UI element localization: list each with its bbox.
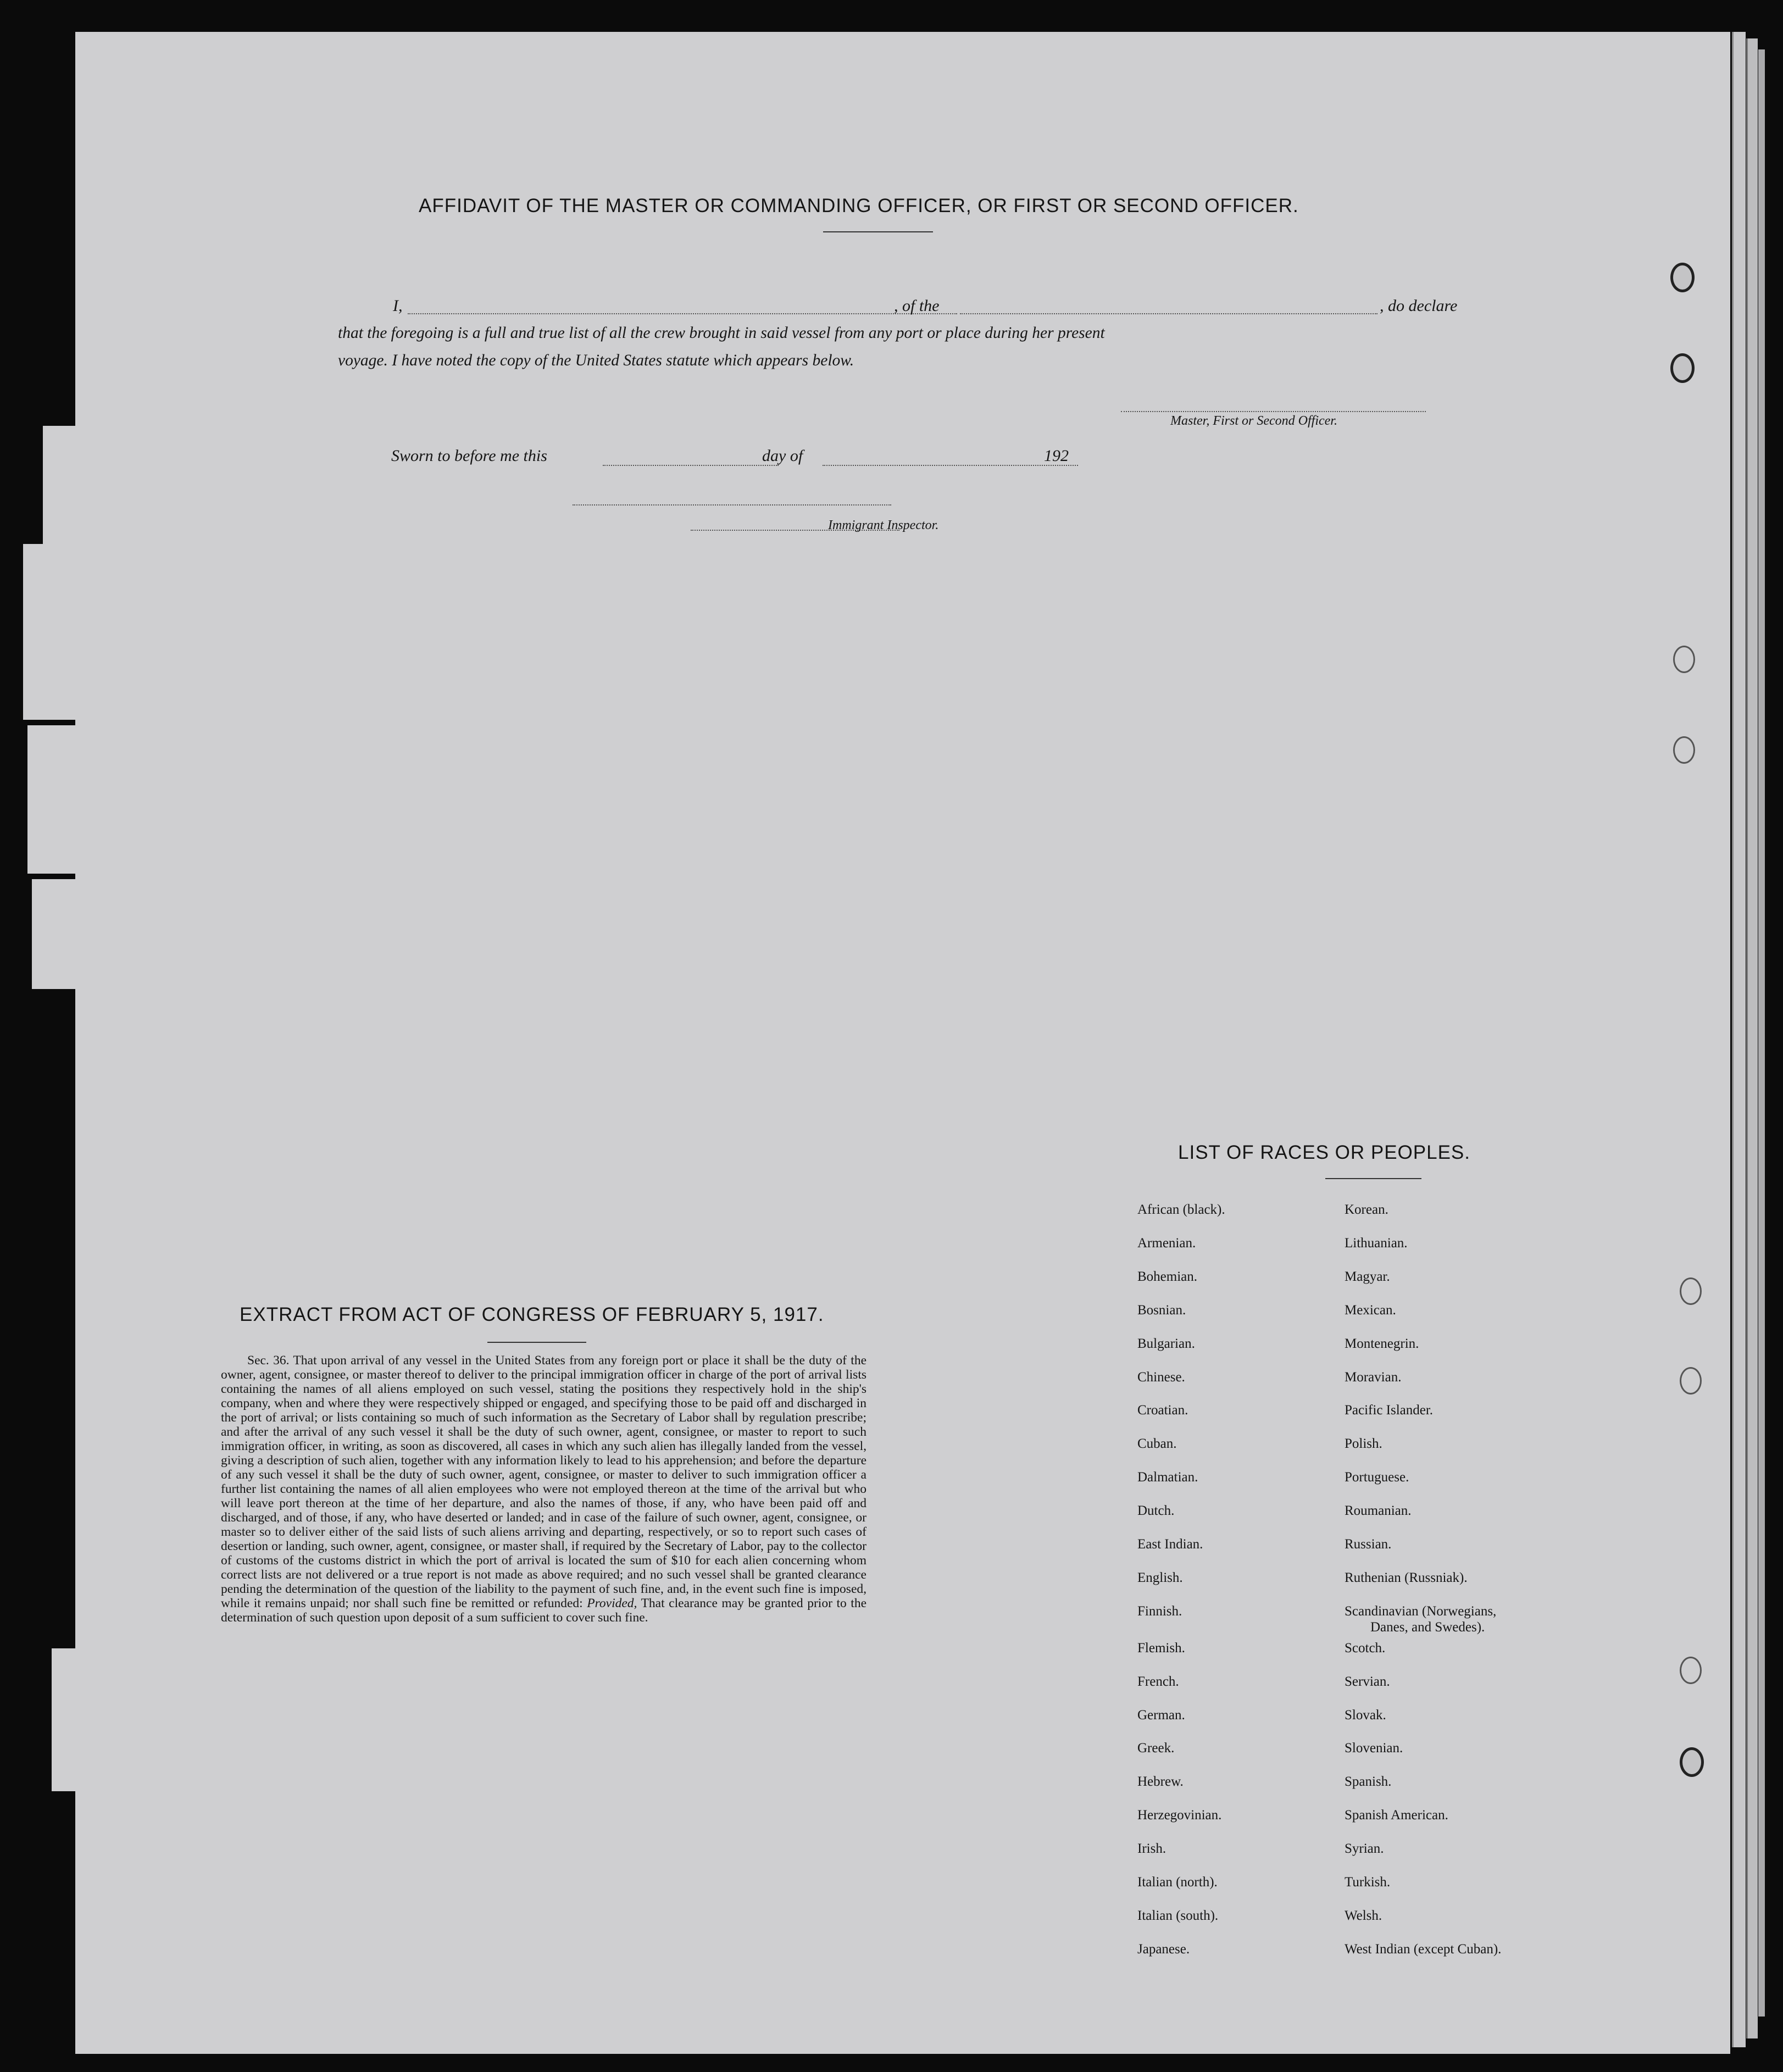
races-underline <box>1325 1178 1421 1179</box>
affidavit-i-label: I, <box>393 297 403 315</box>
race-item: Cuban. <box>1137 1436 1177 1452</box>
race-item: Dutch. <box>1137 1503 1175 1519</box>
name-field-line <box>408 313 957 314</box>
day-of-label: day of <box>762 447 803 465</box>
year-label: 192 <box>1044 447 1069 465</box>
race-item: Bosnian. <box>1137 1302 1186 1318</box>
master-caption: Master, First or Second Officer. <box>1170 414 1337 428</box>
section-label: Sec. 36. <box>247 1353 290 1368</box>
binder-hole <box>1680 1747 1704 1777</box>
race-item: French. <box>1137 1674 1179 1689</box>
title-underline <box>823 231 933 232</box>
month-field-line <box>823 465 1078 466</box>
page-edge <box>1758 49 1765 2017</box>
extract-text-1: That upon arrival of any vessel in the United States from any foreign port or place it shall be the duty of the owner, agent, consignee, or master thereof to deliver to the principal immigration officer in charge of the port of arrival lists containing the names of all aliens employed on such vessel, stating the positions they respectively hold in the ship's company, when and where they were respectively shipped or engaged, and specifying those to be paid off and discharged in the port of arrival; or lists containing so much of such information as the Secretary of Labor shall by regulation prescribe; and after the arrival of any such vessel it shall be the duty of such owner, agent, consignee, or master to report to such immigration officer, in writing, as soon as discovered, all cases in which any such alien has illegally landed from the vessel, giving a description of such alien, together with any information likely to lead to his apprehension; and before the departure of any such vessel it shall be the duty of such owner, agent, consignee, or master to deliver to such immigration officer a further list containing the names of all alien employees who were not employed thereon at the time of the arrival but who will leave port thereon at the time of her departure, and also the names of those, if any, who have been paid off and discharged, and of those, if any, who have deserted or landed; and in case of the failure of such owner, agent, consignee, or master so to deliver either of the said lists of such aliens arriving and departing, respectively, or so to report such cases of desertion or landing, such owner, agent, consignee, or master shall, if required by the Secretary of Labor, pay to the collector of customs of the customs district in which the port of arrival is located the sum of $10 for each alien concerning whom correct lists are not delivered or a true report is not made as above required; and no such vessel shall be granted clearance pending the determination of the question of the liability to the payment of such fine, and, in the event such fine is imposed, while it remains unpaid; nor shall such fine be remitted or refunded: <box>221 1353 866 1610</box>
race-item: Pacific Islander. <box>1345 1403 1434 1418</box>
race-continuation: Danes, and Swedes). <box>1370 1620 1485 1635</box>
race-item: Russian. <box>1345 1537 1392 1552</box>
race-item: Dalmatian. <box>1137 1470 1198 1485</box>
race-item: Moravian. <box>1345 1369 1402 1385</box>
extract-text-2: That clearance may be granted prior to the determination of such question upon deposit of a sum sufficient to cover such fine. <box>221 1596 866 1625</box>
race-item: Japanese. <box>1137 1941 1190 1957</box>
race-item: Polish. <box>1345 1436 1382 1452</box>
extract-title: EXTRACT FROM ACT OF CONGRESS OF FEBRUARY 5, 1917. <box>240 1304 824 1325</box>
binder-hole <box>1673 646 1695 673</box>
race-item: Bohemian. <box>1137 1269 1198 1284</box>
binder-hole <box>1673 736 1695 764</box>
race-item: Welsh. <box>1345 1908 1382 1923</box>
page-edge <box>1746 38 1758 2038</box>
affidavit-do-declare: , do declare <box>1380 297 1458 315</box>
race-item: Herzegovinian. <box>1137 1808 1222 1823</box>
vessel-field-line <box>960 313 1377 314</box>
torn-tab <box>32 879 77 989</box>
race-item: Slovak. <box>1345 1707 1386 1723</box>
race-item: Scotch. <box>1345 1640 1386 1656</box>
race-item: Hebrew. <box>1137 1774 1184 1790</box>
race-item: Armenian. <box>1137 1235 1196 1251</box>
torn-tab <box>52 1648 77 1791</box>
document-page <box>75 32 1730 2054</box>
race-item: East Indian. <box>1137 1537 1203 1552</box>
extract-underline <box>487 1342 586 1343</box>
race-item: Magyar. <box>1345 1269 1390 1284</box>
affidavit-title: AFFIDAVIT OF THE MASTER OR COMMANDING OFFICER, OR FIRST OR SECOND OFFICER. <box>419 195 1299 216</box>
extract-body <box>221 1353 866 1625</box>
race-item: Spanish. <box>1345 1774 1392 1790</box>
inspector-signature-line <box>573 504 891 505</box>
binder-hole <box>1670 353 1695 383</box>
race-item: West Indian (except Cuban). <box>1345 1941 1502 1957</box>
race-item: Irish. <box>1137 1841 1167 1857</box>
race-item: Italian (north). <box>1137 1875 1218 1890</box>
race-item: Flemish. <box>1137 1640 1185 1656</box>
race-item: Montenegrin. <box>1345 1336 1419 1351</box>
races-title: LIST OF RACES OR PEOPLES. <box>1178 1142 1471 1163</box>
inspector-caption: Immigrant Inspector. <box>828 518 939 532</box>
race-item: Slovenian. <box>1345 1741 1403 1756</box>
race-item: Ruthenian (Russniak). <box>1345 1570 1468 1585</box>
race-item: German. <box>1137 1707 1185 1723</box>
race-item: Greek. <box>1137 1741 1175 1756</box>
race-item: Bulgarian. <box>1137 1336 1195 1351</box>
master-signature-line <box>1121 411 1426 412</box>
race-item: English. <box>1137 1570 1183 1585</box>
race-item: Italian (south). <box>1137 1908 1219 1923</box>
race-item: Scandinavian (Norwegians, <box>1345 1603 1497 1619</box>
sworn-label: Sworn to before me this <box>391 447 547 465</box>
affidavit-line-2: that the foregoing is a full and true list of all the crew brought in said vessel from any port or place during her present <box>338 324 1105 342</box>
race-item: Lithuanian. <box>1345 1235 1408 1251</box>
race-item: Finnish. <box>1137 1603 1182 1619</box>
race-item: Roumanian. <box>1345 1503 1412 1519</box>
binder-hole <box>1680 1277 1702 1305</box>
race-item: Korean. <box>1345 1202 1388 1217</box>
torn-tab <box>23 544 77 720</box>
page-edge <box>1732 32 1746 2047</box>
race-item: Syrian. <box>1345 1841 1384 1857</box>
binder-hole <box>1680 1367 1702 1395</box>
day-field-line <box>603 465 779 466</box>
race-item: Servian. <box>1345 1674 1390 1689</box>
race-item: Turkish. <box>1345 1875 1391 1890</box>
affidavit-of-the: , of the <box>894 297 940 315</box>
affidavit-line-3: voyage. I have noted the copy of the United States statute which appears below. <box>338 352 854 369</box>
race-item: Mexican. <box>1345 1302 1396 1318</box>
race-item: Portuguese. <box>1345 1470 1409 1485</box>
binder-hole <box>1670 263 1695 292</box>
race-item: Chinese. <box>1137 1369 1185 1385</box>
torn-tab <box>27 725 77 874</box>
race-item: African (black). <box>1137 1202 1225 1217</box>
race-item: Spanish American. <box>1345 1808 1448 1823</box>
binder-hole <box>1680 1657 1702 1684</box>
provided-word: Provided, <box>587 1596 637 1610</box>
race-item: Croatian. <box>1137 1403 1188 1418</box>
